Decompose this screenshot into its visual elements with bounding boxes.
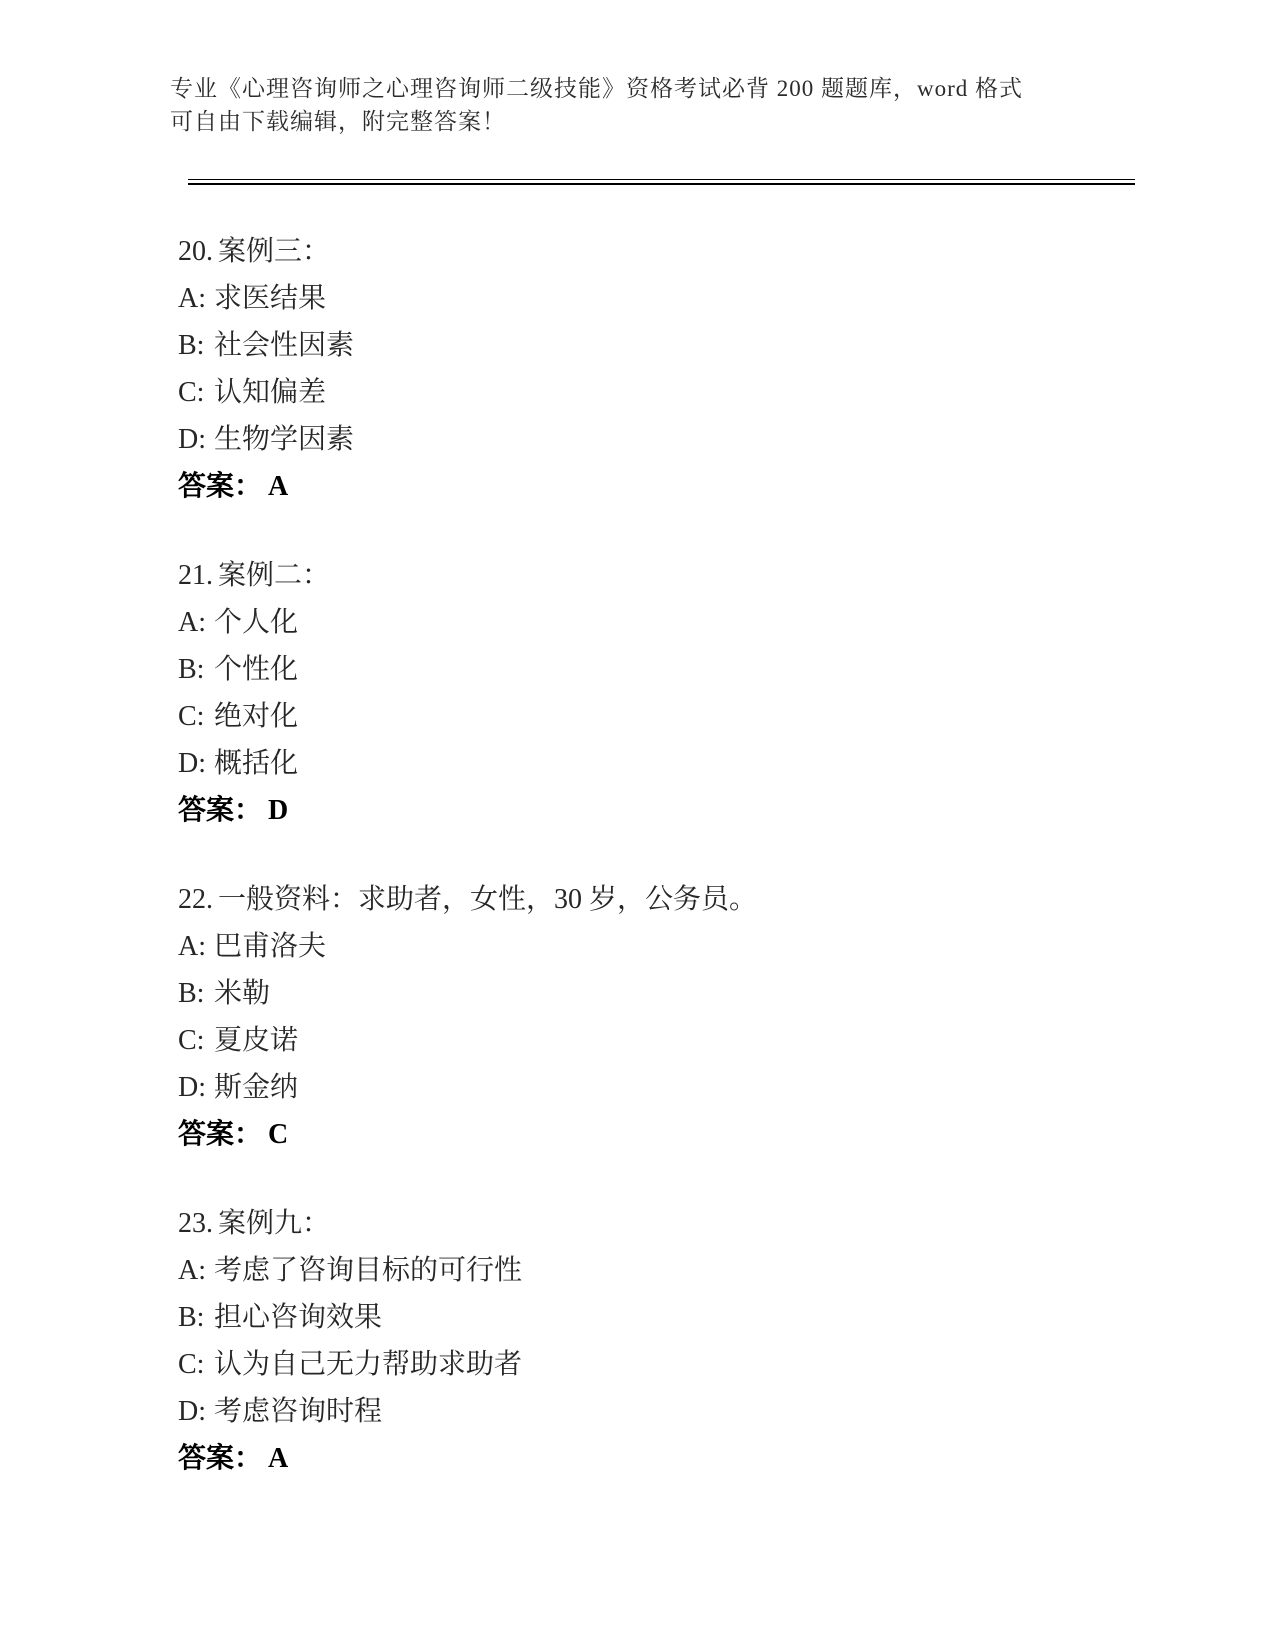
doc-header: [170, 72, 1088, 138]
option-text: 个人化: [214, 607, 299, 638]
question-block-21: [178, 552, 1108, 834]
option-row: [178, 740, 1108, 787]
answer-label: 答案：: [178, 795, 263, 826]
option-row: [178, 275, 1108, 322]
option-text: 求医结果: [214, 283, 327, 314]
question-title-line: [178, 552, 1108, 599]
option-label: D:: [178, 748, 206, 779]
option-row: [178, 1017, 1108, 1064]
option-text: 个性化: [214, 654, 299, 685]
option-label: D:: [178, 424, 206, 455]
option-text: 认为自己无力帮助求助者: [214, 1349, 523, 1380]
answer-label: 答案：: [178, 1443, 263, 1474]
option-row: [178, 1294, 1108, 1341]
option-row: [178, 693, 1108, 740]
question-number: 23.: [178, 1208, 213, 1239]
question-title-line: [178, 228, 1108, 275]
option-row: [178, 322, 1108, 369]
option-row: [178, 599, 1108, 646]
question-block-22: [178, 876, 1108, 1158]
question-number: 22.: [178, 884, 213, 915]
answer-value: D: [268, 795, 289, 826]
option-text: 斯金纳: [214, 1072, 299, 1103]
option-label: B:: [178, 330, 205, 361]
option-label: C:: [178, 1349, 205, 1380]
answer-line: [178, 787, 1108, 834]
question-list: [178, 228, 1108, 1524]
option-row: [178, 646, 1108, 693]
option-text: 生物学因素: [214, 424, 355, 455]
doc-header-line2: 可自由下载编辑，附完整答案！: [170, 109, 506, 134]
question-title-line: [178, 1200, 1108, 1247]
option-text: 米勒: [214, 978, 271, 1009]
option-label: D:: [178, 1072, 206, 1103]
answer-label: 答案：: [178, 1119, 263, 1150]
answer-label: 答案：: [178, 471, 263, 502]
option-label: B:: [178, 654, 205, 685]
option-row: [178, 1341, 1108, 1388]
option-row: [178, 970, 1108, 1017]
option-label: B:: [178, 1302, 205, 1333]
question-block-23: [178, 1200, 1108, 1482]
option-text: 概括化: [214, 748, 299, 779]
question-title: 一般资料：求助者，女性，30 岁，公务员。: [218, 884, 758, 915]
question-block-20: [178, 228, 1108, 510]
option-text: 考虑了咨询目标的可行性: [214, 1255, 523, 1286]
option-text: 社会性因素: [214, 330, 355, 361]
option-row: [178, 923, 1108, 970]
answer-value: A: [268, 1443, 289, 1474]
option-row: [178, 1388, 1108, 1435]
option-label: A:: [178, 283, 206, 314]
question-title: 案例九：: [218, 1208, 331, 1239]
option-row: [178, 1064, 1108, 1111]
option-row: [178, 1247, 1108, 1294]
answer-value: A: [268, 471, 289, 502]
option-label: C:: [178, 1025, 205, 1056]
option-label: B:: [178, 978, 205, 1009]
question-number: 20.: [178, 236, 213, 267]
option-row: [178, 416, 1108, 463]
question-title-line: [178, 876, 1108, 923]
option-row: [178, 369, 1108, 416]
option-text: 绝对化: [214, 701, 299, 732]
answer-value: C: [268, 1119, 289, 1150]
option-text: 巴甫洛夫: [214, 931, 327, 962]
option-label: A:: [178, 1255, 206, 1286]
option-text: 考虑咨询时程: [214, 1396, 383, 1427]
header-divider: [188, 179, 1135, 185]
option-label: D:: [178, 1396, 206, 1427]
option-text: 担心咨询效果: [214, 1302, 383, 1333]
question-number: 21.: [178, 560, 213, 591]
question-title: 案例三：: [218, 236, 331, 267]
option-label: C:: [178, 701, 205, 732]
option-label: A:: [178, 931, 206, 962]
question-title: 案例二：: [218, 560, 331, 591]
option-text: 认知偏差: [214, 377, 327, 408]
answer-line: [178, 1111, 1108, 1158]
option-label: C:: [178, 377, 205, 408]
doc-header-line1: 专业《心理咨询师之心理咨询师二级技能》资格考试必背 200 题题库，word 格式: [170, 76, 1024, 101]
option-text: 夏皮诺: [214, 1025, 299, 1056]
answer-line: [178, 1435, 1108, 1482]
option-label: A:: [178, 607, 206, 638]
answer-line: [178, 463, 1108, 510]
